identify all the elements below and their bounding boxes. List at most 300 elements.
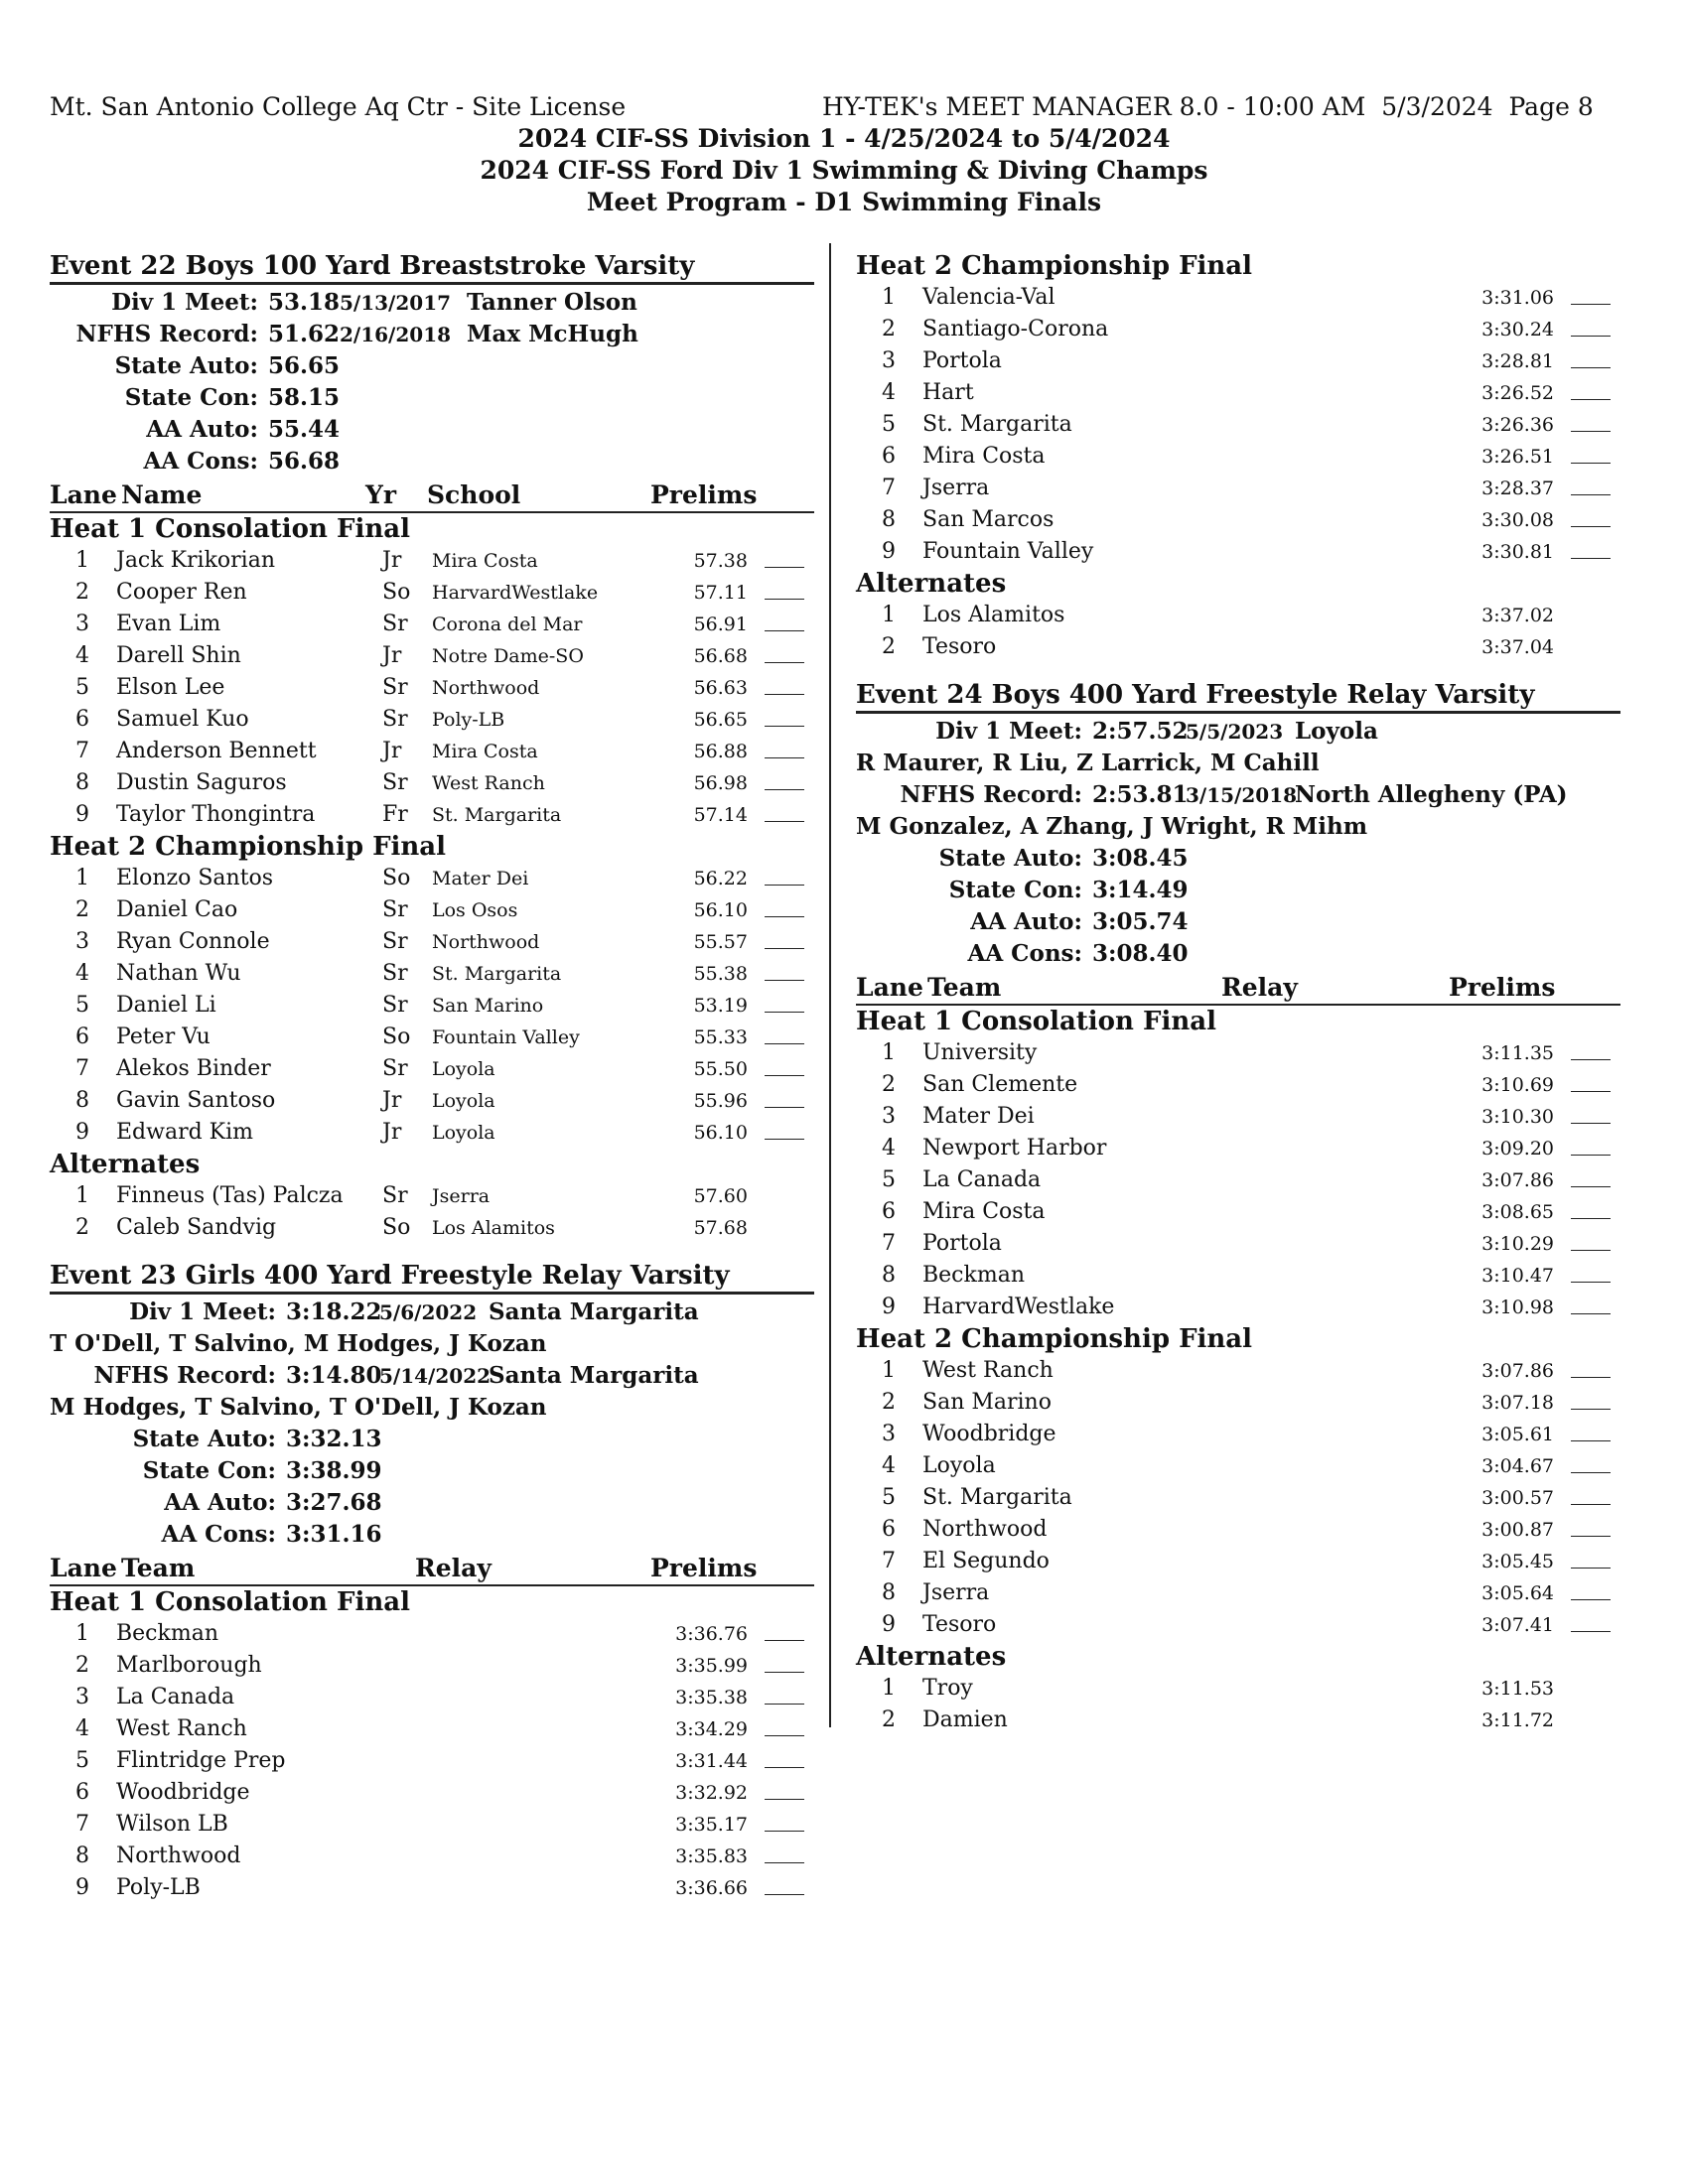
record-swimmers: T O'Dell, T Salvino, M Hodges, J Kozan — [50, 1330, 547, 1357]
entry-lane: 8 — [75, 1088, 89, 1113]
entry-team: Santiago-Corona — [922, 317, 1109, 341]
entry-school: Mira Costa — [432, 550, 538, 572]
record-row — [50, 350, 814, 382]
final-time-blank — [1571, 379, 1611, 400]
entry-seed-time: 57.14 — [693, 804, 748, 826]
entry-team: El Segundo — [922, 1549, 1050, 1573]
final-time-blank — [765, 642, 804, 663]
entry-lane: 1 — [75, 1183, 89, 1208]
entry-seed-time: 3:10.47 — [1481, 1265, 1554, 1287]
record-value: 3:14.80 — [286, 1362, 382, 1389]
header-site-license: Mt. San Antonio College Aq Ctr - Site License — [50, 92, 627, 121]
entry-year: So — [382, 580, 411, 605]
entry-seed-time: 3:37.04 — [1481, 636, 1554, 658]
record-value: 56.68 — [268, 448, 341, 475]
entry-lane: 3 — [882, 1422, 896, 1446]
entry-row — [50, 926, 814, 958]
record-row — [50, 446, 814, 478]
entry-year: Fr — [382, 802, 408, 827]
entry-seed-time: 3:11.35 — [1481, 1042, 1554, 1064]
entry-seed-time: 3:07.41 — [1481, 1614, 1554, 1636]
heat-title: Heat 2 Championship Final — [50, 832, 447, 862]
entry-lane: 5 — [882, 412, 896, 437]
record-value: 51.62 — [268, 321, 341, 347]
entry-year: Sr — [382, 770, 408, 795]
entry-lane: 1 — [882, 285, 896, 310]
entry-seed-time: 55.50 — [693, 1058, 748, 1080]
entry-name: Alekos Binder — [116, 1056, 271, 1081]
entry-seed-time: 3:10.30 — [1481, 1106, 1554, 1128]
entry-row — [856, 504, 1620, 536]
record-label: State Auto: — [114, 352, 258, 379]
entry-team: HarvardWestlake — [922, 1295, 1115, 1319]
entry-row — [50, 863, 814, 894]
entry-seed-time: 3:28.81 — [1481, 350, 1554, 372]
record-label: State Auto: — [938, 845, 1082, 872]
record-value: 2:53.81 — [1092, 781, 1189, 808]
entry-name: Cooper Ren — [116, 580, 247, 605]
record-label: NFHS Record: — [93, 1362, 276, 1389]
entry-name: Elson Lee — [116, 675, 225, 700]
entry-lane: 7 — [75, 1056, 89, 1081]
final-time-blank — [765, 611, 804, 631]
entry-team: Flintridge Prep — [116, 1748, 286, 1773]
final-time-blank — [765, 1024, 804, 1044]
entry-lane: 8 — [75, 770, 89, 795]
final-time-blank — [765, 928, 804, 949]
entry-lane: 5 — [75, 675, 89, 700]
record-row — [856, 843, 1620, 875]
record-row — [50, 287, 814, 319]
final-time-blank — [1571, 1103, 1611, 1124]
entry-team: La Canada — [922, 1167, 1042, 1192]
entry-team: La Canada — [116, 1685, 235, 1709]
entry-name: Taylor Thongintra — [116, 802, 316, 827]
record-value: 55.44 — [268, 416, 341, 443]
entry-seed-time: 57.11 — [693, 582, 748, 604]
entry-seed-time: 3:30.81 — [1481, 541, 1554, 563]
entry-year: Sr — [382, 897, 408, 922]
entry-year: Sr — [382, 929, 408, 954]
entries — [50, 1586, 814, 1904]
record-row — [50, 1519, 814, 1551]
record-date: 5/14/2022 — [379, 1364, 492, 1388]
record-row — [856, 716, 1620, 748]
entry-lane: 2 — [882, 1707, 896, 1732]
entry-team: Portola — [922, 348, 1002, 373]
entry-year: Jr — [382, 548, 402, 573]
event-23-continued — [856, 250, 1620, 663]
record-label: AA Cons: — [143, 448, 258, 475]
final-time-blank — [765, 896, 804, 917]
final-time-blank — [1571, 1484, 1611, 1505]
record-row — [856, 875, 1620, 906]
record-value: 58.15 — [268, 384, 341, 411]
entry-name: Ryan Connole — [116, 929, 270, 954]
record-value: 2:57.52 — [1092, 718, 1189, 745]
entry-year: Sr — [382, 993, 408, 1018]
entry-school: Los Osos — [432, 899, 518, 921]
entry-seed-time: 56.10 — [693, 899, 748, 921]
entry-team: Damien — [922, 1707, 1008, 1732]
entry-lane: 7 — [882, 1231, 896, 1256]
entry-row — [856, 1705, 1620, 1736]
heat-title: Heat 1 Consolation Final — [856, 1007, 1216, 1036]
entry-row — [856, 1069, 1620, 1101]
final-time-blank — [1571, 1579, 1611, 1600]
entry-seed-time: 3:35.38 — [675, 1687, 748, 1708]
entry-team: Beckman — [116, 1621, 218, 1646]
record-label: State Con: — [142, 1457, 276, 1484]
entry-team: Mira Costa — [922, 444, 1046, 469]
entry-school: Mira Costa — [432, 741, 538, 762]
entry-seed-time: 56.68 — [693, 645, 748, 667]
entry-row — [50, 1650, 814, 1682]
alternates-title: Alternates — [856, 569, 1007, 599]
entry-row — [50, 1809, 814, 1841]
record-value: 3:08.45 — [1092, 845, 1189, 872]
entry-row — [856, 1228, 1620, 1260]
entry-team: Newport Harbor — [922, 1136, 1107, 1160]
record-holder: Max McHugh — [467, 321, 638, 347]
event-24 — [856, 679, 1620, 1736]
record-row — [50, 414, 814, 446]
right-column — [856, 250, 1620, 1736]
col-prelims: Prelims — [650, 480, 758, 509]
record-label: AA Cons: — [161, 1521, 276, 1548]
entry-year: Sr — [382, 1056, 408, 1081]
entry-team: Beckman — [922, 1263, 1025, 1288]
event-22 — [50, 250, 814, 1244]
entry-row — [856, 345, 1620, 377]
record-value: 3:14.49 — [1092, 877, 1189, 903]
entry-row — [50, 1085, 814, 1117]
record-label: AA Auto: — [146, 416, 258, 443]
col-relay: Relay — [415, 1554, 492, 1582]
entry-row — [50, 799, 814, 831]
entry-row — [856, 1387, 1620, 1419]
entry-seed-time: 3:34.29 — [675, 1718, 748, 1740]
entry-seed-time: 3:05.64 — [1481, 1582, 1554, 1604]
final-time-blank — [1571, 475, 1611, 495]
entry-seed-time: 55.57 — [693, 931, 748, 953]
entry-seed-time: 56.65 — [693, 709, 748, 731]
col-lane: Lane — [50, 1554, 117, 1582]
entry-year: Jr — [382, 1120, 402, 1145]
entry-row — [856, 1133, 1620, 1164]
entry-seed-time: 3:07.86 — [1481, 1169, 1554, 1191]
entry-year: Sr — [382, 612, 408, 636]
entry-name: Gavin Santoso — [116, 1088, 276, 1113]
entry-seed-time: 3:32.92 — [675, 1782, 748, 1804]
entry-team: San Marcos — [922, 507, 1055, 532]
record-row — [50, 1455, 814, 1487]
entry-name: Dustin Saguros — [116, 770, 287, 795]
record-holder: Tanner Olson — [467, 289, 637, 316]
entry-lane: 9 — [882, 539, 896, 564]
record-value: 3:08.40 — [1092, 940, 1189, 967]
final-time-blank — [765, 1747, 804, 1768]
final-time-blank — [765, 1652, 804, 1673]
record-value: 53.18 — [268, 289, 341, 316]
entries — [856, 1006, 1620, 1736]
entry-year: Sr — [382, 961, 408, 986]
record-value: 3:31.16 — [286, 1521, 382, 1548]
entry-seed-time: 3:35.99 — [675, 1655, 748, 1677]
entry-lane: 2 — [75, 897, 89, 922]
final-time-blank — [765, 1874, 804, 1895]
entry-school: Loyola — [432, 1058, 495, 1080]
entry-seed-time: 3:07.86 — [1481, 1360, 1554, 1382]
record-label: Div 1 Meet: — [129, 1298, 276, 1325]
entry-lane: 5 — [882, 1485, 896, 1510]
entry-lane: 1 — [882, 603, 896, 627]
entry-team: Portola — [922, 1231, 1002, 1256]
entry-school: St. Margarita — [432, 963, 562, 985]
entry-lane: 9 — [75, 1120, 89, 1145]
entry-seed-time: 57.38 — [693, 550, 748, 572]
record-holder: Loyola — [1295, 718, 1378, 745]
final-time-blank — [765, 801, 804, 822]
alternates-title: Alternates — [856, 1642, 1007, 1672]
entry-lane: 6 — [882, 1517, 896, 1542]
entry-name: Darell Shin — [116, 643, 241, 668]
final-time-blank — [765, 1779, 804, 1800]
entry-row — [856, 473, 1620, 504]
event-title: Event 23 Girls 400 Yard Freestyle Relay Varsity — [50, 1260, 814, 1295]
entry-school: Northwood — [432, 677, 540, 699]
entry-lane: 5 — [882, 1167, 896, 1192]
col-relay: Relay — [1221, 973, 1298, 1002]
entry-team: San Marino — [922, 1390, 1052, 1415]
entry-team: Jserra — [922, 1580, 990, 1605]
entry-school: St. Margarita — [432, 804, 562, 826]
left-column — [50, 250, 814, 1904]
record-value: 56.65 — [268, 352, 341, 379]
entry-row — [856, 441, 1620, 473]
entry-team: Mater Dei — [922, 1104, 1035, 1129]
entry-seed-time: 3:30.08 — [1481, 509, 1554, 531]
entry-lane: 7 — [882, 1549, 896, 1573]
entry-lane: 2 — [882, 634, 896, 659]
record-row — [856, 906, 1620, 938]
entry-lane: 2 — [75, 1215, 89, 1240]
entry-team: Northwood — [922, 1517, 1048, 1542]
final-time-blank — [1571, 1135, 1611, 1156]
final-time-blank — [1571, 506, 1611, 527]
entry-name: Daniel Li — [116, 993, 216, 1018]
entry-lane: 1 — [75, 866, 89, 890]
entry-seed-time: 3:11.72 — [1481, 1709, 1554, 1731]
entry-team: West Ranch — [922, 1358, 1054, 1383]
entry-name: Peter Vu — [116, 1024, 211, 1049]
entry-name: Anderson Bennett — [116, 739, 317, 763]
title-championship: 2024 CIF-SS Ford Div 1 Swimming & Diving Champs — [480, 156, 1208, 185]
entry-lane: 2 — [75, 1653, 89, 1678]
event-23 — [50, 1260, 814, 1904]
entry-seed-time: 3:26.36 — [1481, 414, 1554, 436]
final-time-blank — [765, 738, 804, 758]
entry-row — [50, 672, 814, 704]
final-time-blank — [1571, 1357, 1611, 1378]
entry-lane: 3 — [75, 1685, 89, 1709]
entry-row — [50, 1777, 814, 1809]
event-title: Event 24 Boys 400 Yard Freestyle Relay Varsity — [856, 679, 1620, 714]
entry-team: St. Margarita — [922, 1485, 1072, 1510]
final-time-blank — [765, 769, 804, 790]
final-time-blank — [765, 1843, 804, 1863]
col-lane: Lane — [856, 973, 923, 1002]
entry-row — [856, 631, 1620, 663]
entry-team: Wilson LB — [116, 1812, 228, 1837]
entry-row — [856, 1514, 1620, 1546]
entry-lane: 6 — [75, 1780, 89, 1805]
final-time-blank — [1571, 1166, 1611, 1187]
entry-seed-time: 56.98 — [693, 772, 748, 794]
entry-lane: 1 — [882, 1040, 896, 1065]
final-time-blank — [765, 674, 804, 695]
entry-row — [856, 1037, 1620, 1069]
final-time-blank — [765, 992, 804, 1013]
entry-row — [856, 1292, 1620, 1323]
entry-lane: 3 — [882, 348, 896, 373]
entry-row — [856, 1196, 1620, 1228]
final-time-blank — [1571, 411, 1611, 432]
entry-row — [856, 377, 1620, 409]
entry-lane: 6 — [75, 1024, 89, 1049]
final-time-blank — [1571, 1294, 1611, 1314]
entry-team: Loyola — [922, 1453, 996, 1478]
final-time-blank — [765, 1715, 804, 1736]
entry-team: Woodbridge — [922, 1422, 1056, 1446]
entry-lane: 7 — [882, 476, 896, 500]
final-time-blank — [765, 1087, 804, 1108]
entry-seed-time: 3:35.17 — [675, 1814, 748, 1836]
entry-school: Loyola — [432, 1090, 495, 1112]
records-block — [50, 287, 814, 478]
entry-lane: 9 — [882, 1612, 896, 1637]
entry-lane: 5 — [75, 993, 89, 1018]
col-prelims: Prelims — [1449, 973, 1556, 1002]
entry-lane: 5 — [75, 1748, 89, 1773]
entry-lane: 8 — [882, 1263, 896, 1288]
record-row — [50, 1297, 814, 1328]
record-swimmers: M Hodges, T Salvino, T O'Dell, J Kozan — [50, 1394, 547, 1421]
entry-team: West Ranch — [116, 1716, 247, 1741]
record-value: 3:18.22 — [286, 1298, 382, 1325]
entry-team: Poly-LB — [116, 1875, 201, 1900]
record-date: 5/6/2022 — [379, 1300, 478, 1324]
entry-seed-time: 3:10.98 — [1481, 1297, 1554, 1318]
record-row — [50, 319, 814, 350]
column-header — [50, 479, 814, 513]
entry-lane: 4 — [882, 380, 896, 405]
record-holder: North Allegheny (PA) — [1295, 781, 1568, 808]
entry-school: San Marino — [432, 995, 544, 1017]
records-block — [856, 716, 1620, 970]
entry-seed-time: 3:36.76 — [675, 1623, 748, 1645]
entry-school: HarvardWestlake — [432, 582, 599, 604]
entry-seed-time: 55.96 — [693, 1090, 748, 1112]
final-time-blank — [1571, 1548, 1611, 1569]
entry-row — [856, 536, 1620, 568]
record-holder: Santa Margarita — [489, 1362, 699, 1389]
entry-row — [50, 1618, 814, 1650]
final-time-blank — [1571, 347, 1611, 368]
entry-seed-time: 3:30.24 — [1481, 319, 1554, 341]
entry-team: Fountain Valley — [922, 539, 1094, 564]
record-label: AA Auto: — [164, 1489, 276, 1516]
record-label: Div 1 Meet: — [111, 289, 258, 316]
alternate-row — [50, 1180, 814, 1212]
entry-seed-time: 3:31.44 — [675, 1750, 748, 1772]
record-label: Div 1 Meet: — [935, 718, 1082, 745]
entry-seed-time: 3:28.37 — [1481, 478, 1554, 499]
entry-team: Tesoro — [922, 1612, 997, 1637]
entry-seed-time: 3:10.69 — [1481, 1074, 1554, 1096]
entry-row — [856, 1355, 1620, 1387]
record-swimmers: M Gonzalez, A Zhang, J Wright, R Mihm — [856, 813, 1368, 840]
entry-team: Hart — [922, 380, 974, 405]
record-value: 3:27.68 — [286, 1489, 382, 1516]
entry-lane: 7 — [75, 739, 89, 763]
entries — [50, 513, 814, 1244]
entry-lane: 1 — [882, 1676, 896, 1701]
entry-team: Mira Costa — [922, 1199, 1046, 1224]
record-date: 2/16/2018 — [340, 323, 452, 346]
entry-seed-time: 57.68 — [693, 1217, 748, 1239]
col-prelims: Prelims — [650, 1554, 758, 1582]
col-name: Name — [121, 480, 203, 509]
entry-year: Jr — [382, 643, 402, 668]
entry-lane: 8 — [882, 1580, 896, 1605]
record-value: 3:32.13 — [286, 1426, 382, 1452]
entry-team: Troy — [922, 1676, 973, 1701]
title-program: Meet Program - D1 Swimming Finals — [586, 188, 1102, 216]
final-time-blank — [1571, 316, 1611, 337]
final-time-blank — [1571, 1071, 1611, 1092]
entry-seed-time: 3:31.06 — [1481, 287, 1554, 309]
final-time-blank — [1571, 443, 1611, 464]
entry-row — [856, 1419, 1620, 1450]
final-time-blank — [765, 1811, 804, 1832]
entry-lane: 4 — [882, 1136, 896, 1160]
entry-lane: 4 — [75, 643, 89, 668]
entry-row — [856, 1546, 1620, 1577]
col-lane: Lane — [50, 480, 117, 509]
entry-seed-time: 53.19 — [693, 995, 748, 1017]
entry-row — [50, 1117, 814, 1149]
entry-seed-time: 3:05.61 — [1481, 1424, 1554, 1445]
record-label: AA Auto: — [970, 908, 1082, 935]
col-team: Team — [927, 973, 1002, 1002]
entry-name: Daniel Cao — [116, 897, 238, 922]
col-yr: Yr — [365, 480, 397, 509]
entry-seed-time: 3:08.65 — [1481, 1201, 1554, 1223]
entry-school: Jserra — [432, 1185, 491, 1207]
column-divider — [829, 243, 831, 1727]
entry-lane: 4 — [75, 1716, 89, 1741]
record-row — [50, 1424, 814, 1455]
entry-row — [856, 1673, 1620, 1705]
entry-seed-time: 56.91 — [693, 614, 748, 635]
final-time-blank — [1571, 1452, 1611, 1473]
entry-lane: 1 — [75, 548, 89, 573]
final-time-blank — [765, 960, 804, 981]
event-title: Event 22 Boys 100 Yard Breaststroke Varsity — [50, 250, 814, 285]
entry-name: Samuel Kuo — [116, 707, 249, 732]
entry-school: Notre Dame-SO — [432, 645, 584, 667]
